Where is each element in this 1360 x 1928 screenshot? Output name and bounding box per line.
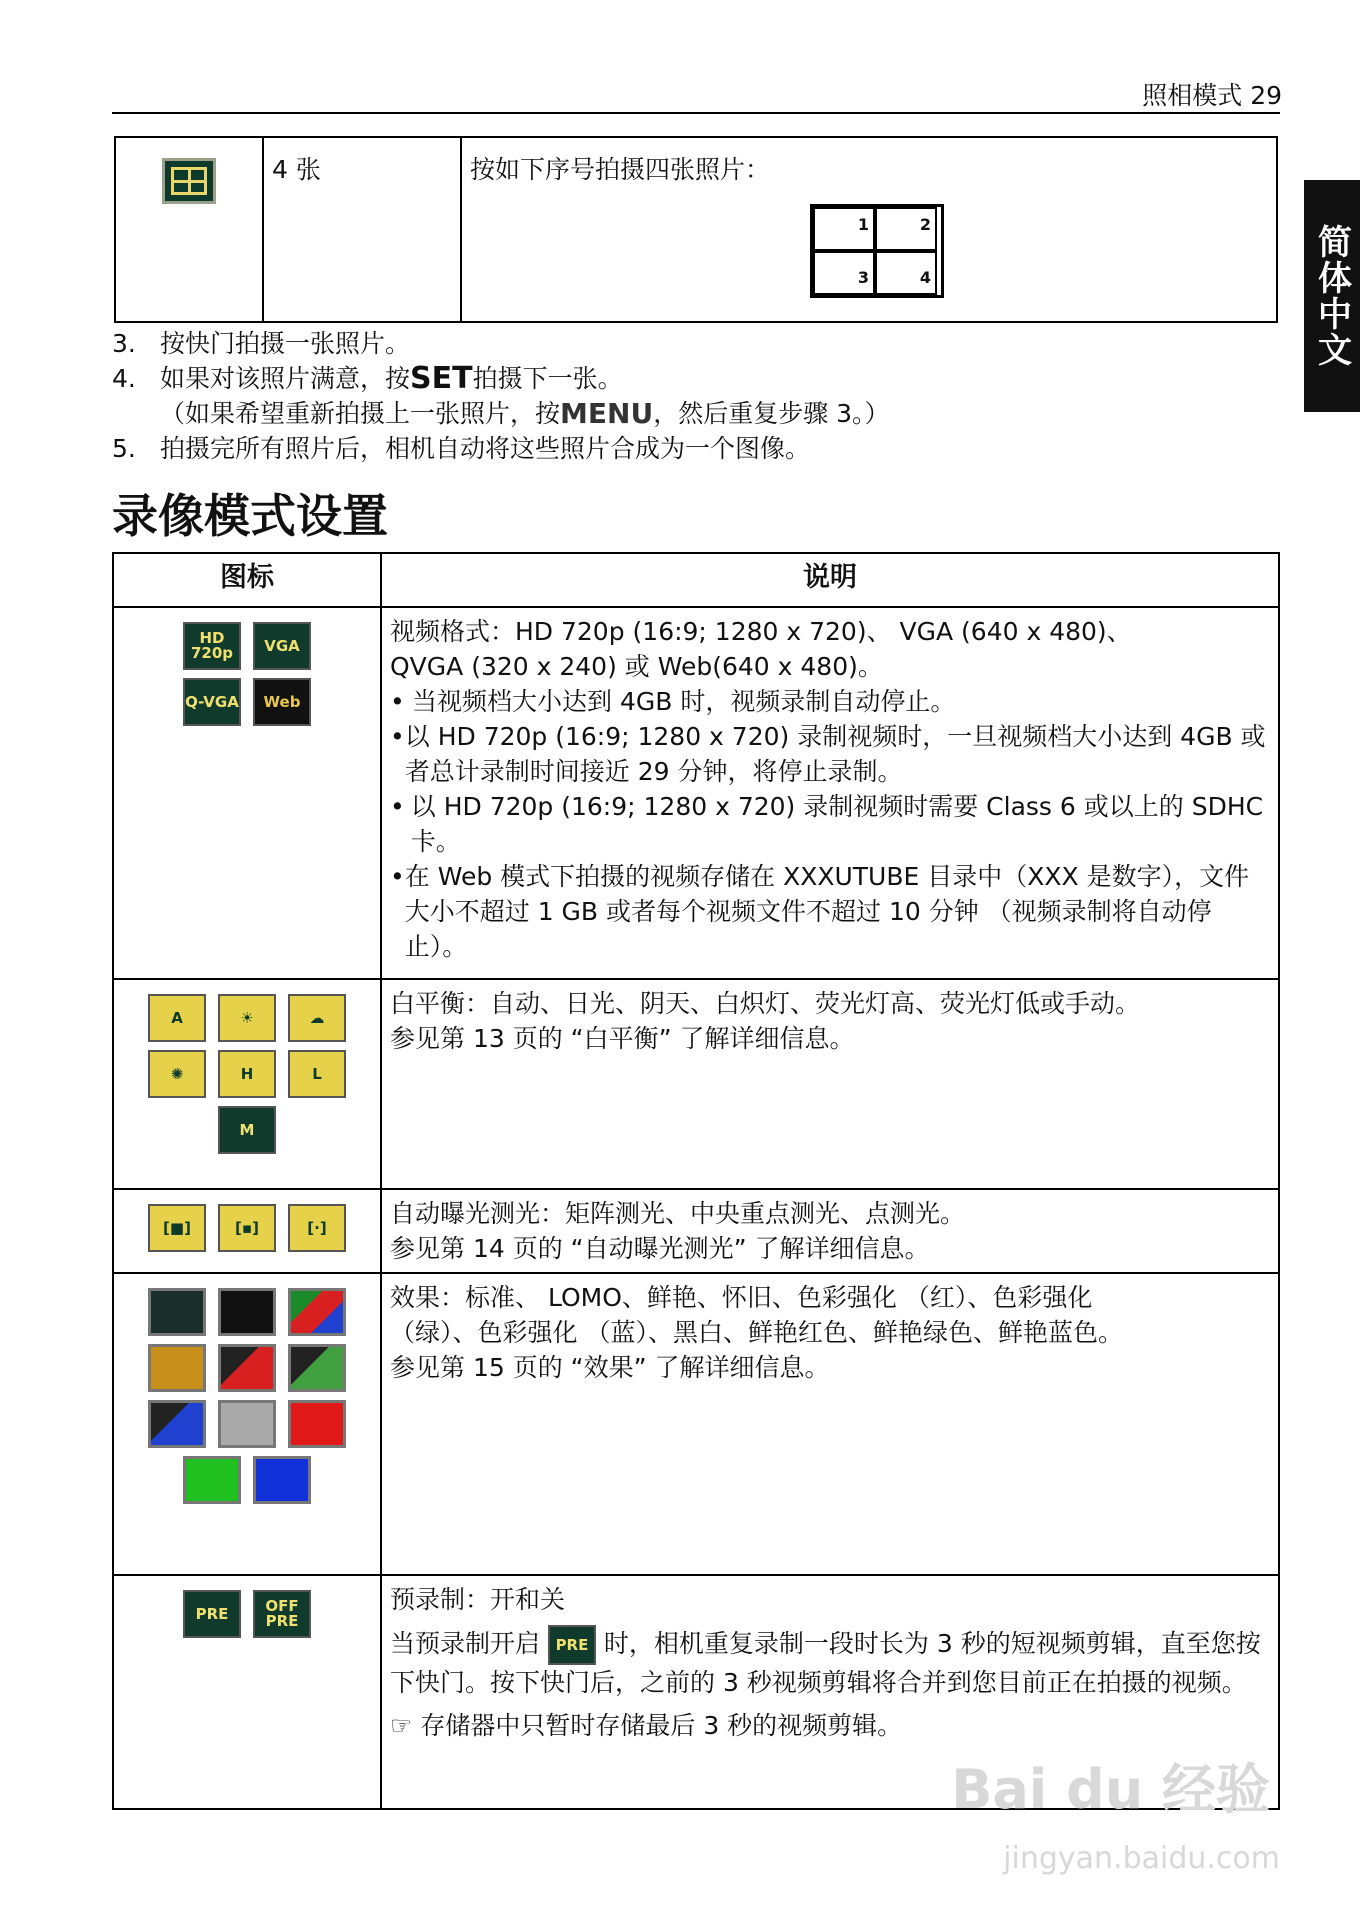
set-key: SET — [410, 361, 473, 396]
watermark-logo: Bai du 经验 — [951, 1758, 1270, 1821]
pre-on-icon: PRE — [183, 1590, 241, 1638]
header-rule — [112, 112, 1280, 114]
ae-line: 参见第 14 页的 “自动曝光测光” 了解详细信息。 — [390, 1234, 930, 1263]
step-text: ，然后重复步骤 3。） — [653, 399, 890, 428]
ae-spot-icon: [·] — [288, 1204, 346, 1252]
fx-line: 效果：标准、 LOMO、鲜艳、怀旧、色彩强化 （红）、色彩强化 — [390, 1283, 1093, 1312]
step-4-note — [112, 396, 890, 431]
step-text: 拍摄完所有照片后，相机自动将这些照片合成为一个图像。 — [160, 434, 811, 463]
pre-inline-icon: PRE — [548, 1625, 596, 1665]
wb-manual-icon: M — [218, 1106, 276, 1154]
section-heading: 录像模式设置 — [112, 489, 388, 543]
fx-vivid-green-icon — [183, 1456, 241, 1504]
wb-auto-icon: A — [148, 994, 206, 1042]
fx-sepia-icon — [148, 1344, 206, 1392]
step-text: 拍摄下一张。 — [472, 364, 623, 393]
top-table — [114, 136, 1278, 323]
pre-icons — [113, 1575, 381, 1809]
ae-line: 自动曝光测光：矩阵测光、中央重点测光、点测光。 — [390, 1199, 966, 1228]
fx-red-icon — [218, 1344, 276, 1392]
desc-cell — [461, 137, 1277, 322]
pre-para — [390, 1625, 1270, 1700]
language-tab — [1304, 180, 1360, 412]
step-num: 5. — [112, 434, 136, 463]
effect-icons — [113, 1273, 381, 1575]
ae-icons — [113, 1189, 381, 1273]
step-3 — [112, 326, 890, 361]
vga-icon: VGA — [253, 622, 311, 670]
menu-key: MENU — [560, 397, 654, 430]
bullet: • 在 Web 模式下拍摄的视频存储在 XXXUTUBE 目录中（XXX 是数字），文件大小不超过 1 GB 或者每个视频文件不超过 10 分钟 （视频录制将自动停止）。 — [390, 859, 1270, 964]
pre-line: 预录制：开和关 — [390, 1585, 566, 1614]
shot-order-grid — [810, 204, 944, 298]
step-num: 3. — [112, 329, 136, 358]
hd720-icon: HD 720p — [183, 622, 241, 670]
format-line: QVGA (320 x 240) 或 Web(640 x 480)。 — [390, 652, 883, 681]
row-ae — [113, 1189, 1279, 1273]
wb-line: 白平衡：自动、日光、阴天、白炽灯、荧光灯高、荧光灯低或手动。 — [390, 989, 1141, 1018]
wb-cloudy-icon: ☁ — [288, 994, 346, 1042]
wb-line: 参见第 13 页的 “白平衡” 了解详细信息。 — [390, 1024, 855, 1053]
count-cell: 4 张 — [263, 137, 461, 322]
steps-list — [112, 326, 890, 466]
step-num: 4. — [112, 364, 136, 393]
wb-tungsten-icon: ✺ — [148, 1050, 206, 1098]
format-icons — [113, 607, 381, 979]
bullet: • 以 HD 720p (16:9; 1280 x 720) 录制视频时，一旦视频档大小达到 4GB 或者总计录制时间接近 29 分钟，将停止录制。 — [390, 719, 1270, 789]
web-icon: Web — [253, 678, 311, 726]
step-4 — [112, 361, 890, 396]
pre-note — [390, 1708, 1270, 1743]
step-text: 按快门拍摄一张照片。 — [160, 329, 411, 358]
note-hand-icon: ☞ — [390, 1711, 413, 1740]
qvga-icon: Q-VGA — [183, 678, 241, 726]
desc-text: 按如下序号拍摄四张照片： — [470, 155, 771, 184]
pre-line: 当预录制开启 — [390, 1629, 541, 1658]
effects-desc — [381, 1273, 1279, 1575]
step-text: 如果对该照片满意，按 — [160, 364, 411, 393]
ae-matrix-icon: [■] — [148, 1204, 206, 1252]
ae-center-icon: [▪] — [218, 1204, 276, 1252]
fx-bw-icon — [218, 1400, 276, 1448]
icon-cell — [115, 137, 263, 322]
row-wb — [113, 979, 1279, 1189]
wb-desc — [381, 979, 1279, 1189]
row-effects — [113, 1273, 1279, 1575]
fx-green-icon — [288, 1344, 346, 1392]
page-number: 29 — [1250, 81, 1282, 110]
section-title: 照相模式 — [1142, 81, 1243, 110]
row-format — [113, 607, 1279, 979]
fx-line: 参见第 15 页的 “效果” 了解详细信息。 — [390, 1353, 830, 1382]
wb-fluor-high-icon: H — [218, 1050, 276, 1098]
pre-off-icon: OFF PRE — [253, 1590, 311, 1638]
bullet-text: 在 Web 模式下拍摄的视频存储在 XXXUTUBE 目录中（XXX 是数字），文件大小不超过 1 GB 或者每个视频文件不超过 10 分钟 （视频录制将自动停止）。 — [404, 862, 1250, 961]
wb-icons — [113, 979, 381, 1189]
note-text: 存储器中只暂时存储最后 3 秒的视频剪辑。 — [420, 1711, 903, 1740]
fx-blue-icon — [148, 1400, 206, 1448]
watermark-url: jingyan.baidu.com — [1003, 1841, 1280, 1876]
bullet-text: 以 HD 720p (16:9; 1280 x 720) 录制视频时，一旦视频档大小达到 4GB 或者总计录制时间接近 29 分钟，将停止录制。 — [404, 722, 1266, 786]
fx-normal-icon — [148, 1288, 206, 1336]
wb-daylight-icon: ☀ — [218, 994, 276, 1042]
bullet: • 以 HD 720p (16:9; 1280 x 720) 录制视频时需要 Class 6 或以上的 SDHC 卡。 — [390, 789, 1270, 859]
pre-line: 时，相机重复录制一段时长为 3 秒的短视频剪辑，直至您按下快门。按下快门后，之前的 3 秒视频剪辑将合并到您目前正在拍摄的视频。 — [390, 1629, 1261, 1697]
col-desc: 说明 — [381, 553, 1279, 607]
fx-vivid-red-icon — [288, 1400, 346, 1448]
bullet-text: 当视频档大小达到 4GB 时，视频录制自动停止。 — [412, 687, 956, 716]
page-header — [1142, 76, 1282, 112]
grid-1: 1 — [813, 207, 875, 251]
grid-3: 3 — [813, 251, 875, 295]
step-num — [112, 396, 160, 431]
fx-lomo-icon — [218, 1288, 276, 1336]
wb-fluor-low-icon: L — [288, 1050, 346, 1098]
grid-2: 2 — [875, 207, 937, 251]
format-line: 视频格式：HD 720p (16:9; 1280 x 720)、 VGA (640 x 480)、 — [390, 617, 1132, 646]
language-label: 简体中文 — [1311, 224, 1352, 368]
fx-vivid-icon — [288, 1288, 346, 1336]
col-icon: 图标 — [113, 553, 381, 607]
format-desc — [381, 607, 1279, 979]
step-5 — [112, 431, 890, 466]
step-text: （如果希望重新拍摄上一张照片，按 — [160, 399, 561, 428]
fx-line: （绿）、色彩强化 （蓝）、黑白、鲜艳红色、鲜艳绿色、鲜艳蓝色。 — [390, 1318, 1123, 1347]
bullet-text: 以 HD 720p (16:9; 1280 x 720) 录制视频时需要 Class 6 或以上的 SDHC 卡。 — [410, 792, 1264, 856]
bullet: • 当视频档大小达到 4GB 时，视频录制自动停止。 — [390, 684, 1270, 719]
grid-4: 4 — [875, 251, 937, 295]
ae-desc — [381, 1189, 1279, 1273]
fx-vivid-blue-icon — [253, 1456, 311, 1504]
video-settings-table — [112, 552, 1280, 1810]
four-shot-icon — [162, 158, 216, 204]
